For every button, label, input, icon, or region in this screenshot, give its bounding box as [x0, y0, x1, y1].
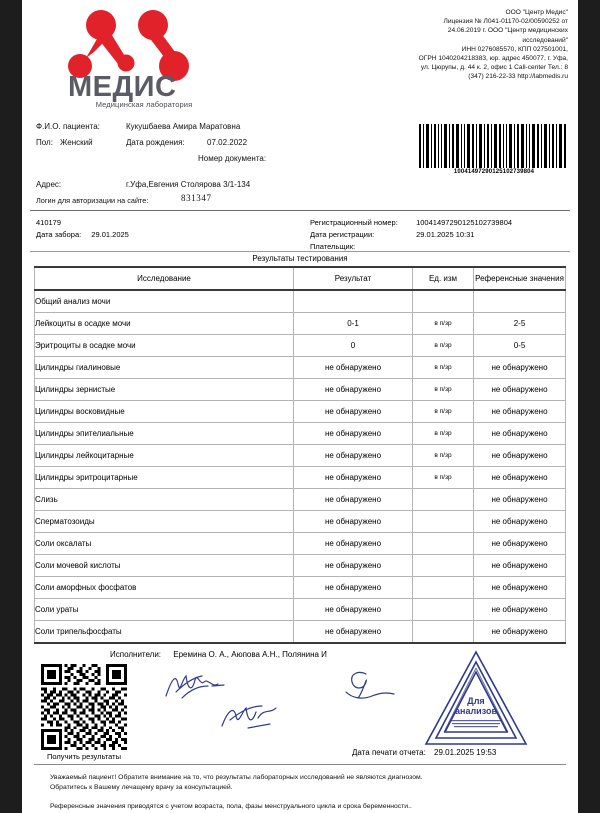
barcode [418, 124, 570, 175]
cell-result: не обнаружено [294, 489, 413, 511]
company-details [276, 8, 568, 82]
cell-reference: не обнаружено [474, 379, 566, 401]
cell-reference: не обнаружено [474, 577, 566, 599]
cell-unit [413, 621, 474, 644]
cell-unit: в п/зр [413, 467, 474, 489]
company-detail-line: (347) 216-22-33 http://labmedis.ru [468, 73, 568, 81]
signature-third [338, 668, 400, 706]
table-row [35, 489, 566, 511]
cell-reference: не обнаружено [474, 357, 566, 379]
table-row [35, 313, 566, 335]
notice-line-2: Обратитесь к Вашему лечащему врачу за консультацией. [50, 784, 233, 791]
cell-result: не обнаружено [294, 577, 413, 599]
reg-date-label: Дата регистрации: [310, 230, 375, 239]
results-title: Результаты тестирования [252, 254, 348, 263]
cell-test-name: Соли трипельфосфаты [35, 621, 294, 644]
patient-sex-value: Женский [60, 138, 93, 147]
cell-result: не обнаружено [294, 555, 413, 577]
company-detail-line: ОГРН 1040204218383, юр. адрес 450077, г. Уфа, [418, 55, 568, 63]
cell-reference: 2-5 [474, 313, 566, 335]
performers [110, 650, 327, 659]
reg-number-label: Регистрационный номер: [310, 218, 398, 227]
signature-first [162, 666, 234, 704]
patient-notice [34, 764, 566, 812]
stamp-line-1: Для [467, 696, 485, 706]
payer-row [310, 241, 512, 253]
table-row [35, 335, 566, 357]
cell-test-name: Эритроциты в осадке мочи [35, 335, 294, 357]
cell-reference: не обнаружено [474, 401, 566, 423]
svg-text:МЕДИС: МЕДИС [68, 71, 177, 103]
column-header-reference: Референсные значения [474, 267, 566, 290]
cell-reference: не обнаружено [474, 599, 566, 621]
registration-info [22, 211, 578, 251]
print-date-label: Дата печати отчета: [352, 748, 426, 757]
cell-reference: не обнаружено [474, 423, 566, 445]
reg-date-row [310, 229, 512, 241]
cell-test-name: Цилиндры зернистые [35, 379, 294, 401]
cell-result: не обнаружено [294, 401, 413, 423]
cell-result: не обнаружено [294, 423, 413, 445]
cell-test-name: Соли аморфных фосфатов [35, 577, 294, 599]
cell-result: не обнаружено [294, 379, 413, 401]
table-row [35, 379, 566, 401]
table-row [35, 511, 566, 533]
company-detail-line: ООО "Центр Медис" [505, 9, 568, 16]
barcode-number: 10041497290125102739804 [453, 169, 535, 175]
cell-reference: не обнаружено [474, 511, 566, 533]
cell-test-name: Соли мочевой кислоты [35, 555, 294, 577]
results-table-body [35, 290, 566, 643]
stamp-for-analysis [422, 648, 530, 752]
notice-line-1: Уважаемый пациент! Обратите внимание на то, что результаты лабораторных исследований не являются диагнозом. [50, 774, 423, 781]
cell-reference: 0-5 [474, 335, 566, 357]
cell-unit: в п/зр [413, 401, 474, 423]
company-detail-line: ИНН 0276085570, КПП 027501001, [461, 45, 568, 53]
qr-caption[interactable]: Получить результаты [46, 752, 122, 761]
cell-test-name: Соли оксалаты [35, 533, 294, 555]
table-row [35, 467, 566, 489]
cell-unit [413, 555, 474, 577]
registration-right [310, 217, 512, 253]
cell-unit: в п/зр [413, 335, 474, 357]
patient-birth-value: 07.02.2022 [207, 138, 248, 147]
cell-test-name: Слизь [35, 489, 294, 511]
barcode-icon [418, 124, 568, 168]
cell-test-name: Цилиндры эпителиальные [35, 423, 294, 445]
print-date [352, 748, 496, 757]
cell-test-name: Сперматозоиды [35, 511, 294, 533]
print-date-value: 29.01.2025 19:53 [434, 748, 497, 757]
table-row [35, 423, 566, 445]
stamp-line-2: анализов [455, 706, 497, 716]
payer-label: Плательщик: [310, 242, 356, 251]
cell-test-name: Цилиндры эритроцитарные [35, 467, 294, 489]
sampling-date-row [36, 229, 129, 241]
qr-code-block[interactable] [36, 664, 132, 761]
cell-result [294, 290, 413, 313]
logo-subtitle: Медицинская лаборатория [95, 100, 193, 109]
results-table-head [35, 267, 566, 290]
patient-address-label: Адрес: [36, 180, 62, 189]
table-header-row [35, 267, 566, 290]
table-row [35, 621, 566, 644]
reg-date-value: 29.01.2025 10:31 [416, 230, 475, 239]
cell-test-name: Цилиндры восковидные [35, 401, 294, 423]
column-header-name: Исследование [35, 267, 294, 290]
notice-line-3: Референсные значения приводятся с учетом возраста, пола, фазы менструального цикла и срока беременности.. [50, 803, 412, 810]
cell-reference: не обнаружено [474, 467, 566, 489]
reg-number-row [310, 217, 512, 229]
cell-unit [413, 577, 474, 599]
cell-unit [413, 489, 474, 511]
column-header-result: Результат [294, 267, 413, 290]
cell-reference [474, 290, 566, 313]
report-footer [22, 644, 578, 764]
cell-reference: не обнаружено [474, 445, 566, 467]
company-detail-line: Лицензия № Л041-01170-02/00590252 от [443, 18, 568, 26]
patient-address-value: г.Уфа,Евгения Столярова 3/1-134 [126, 180, 251, 189]
cell-result: 0 [294, 335, 413, 357]
table-row [35, 555, 566, 577]
cell-unit [413, 290, 474, 313]
cell-test-name: Лейкоциты в осадке мочи [35, 313, 294, 335]
cell-test-name: Общий анализ мочи [35, 290, 294, 313]
patient-birth-label: Дата рождения: [126, 138, 185, 147]
signature-second [218, 700, 288, 734]
performers-label: Исполнители: [110, 650, 162, 659]
cell-reference: не обнаружено [474, 489, 566, 511]
table-row [35, 401, 566, 423]
cell-result: не обнаружено [294, 533, 413, 555]
order-number: 410179 [36, 218, 62, 227]
cell-reference: не обнаружено [474, 533, 566, 555]
cell-test-name: Цилиндры лейкоцитарные [35, 445, 294, 467]
site-login-value: 831347 [181, 193, 212, 203]
cell-unit: в п/зр [413, 445, 474, 467]
patient-fio-label: Ф.И.О. пациента: [36, 122, 100, 131]
table-row [35, 577, 566, 599]
cell-result: 0-1 [294, 313, 413, 335]
column-header-unit: Ед. изм [413, 267, 474, 290]
cell-unit [413, 511, 474, 533]
qr-code-icon[interactable] [41, 664, 127, 750]
patient-fio-value: Кукушбаева Амира Маратовна [126, 122, 241, 131]
cell-test-name: Соли ураты [35, 599, 294, 621]
table-row [35, 533, 566, 555]
cell-unit: в п/зр [413, 423, 474, 445]
cell-unit: в п/зр [413, 379, 474, 401]
patient-info [22, 118, 578, 210]
cell-unit [413, 599, 474, 621]
sampling-date-value: 29.01.2025 [91, 230, 129, 239]
cell-unit: в п/зр [413, 357, 474, 379]
registration-left [36, 217, 129, 241]
cell-reference: не обнаружено [474, 555, 566, 577]
cell-unit [413, 533, 474, 555]
cell-result: не обнаружено [294, 621, 413, 644]
reg-number-value: 10041497290125102739804 [416, 218, 513, 227]
cell-reference: не обнаружено [474, 621, 566, 644]
company-detail-line: ул. Цюрупы, д. 44 к. 2, офис 1 Call-center Тел.: 8 [420, 64, 568, 72]
table-row [35, 445, 566, 467]
cell-result: не обнаружено [294, 599, 413, 621]
cell-result: не обнаружено [294, 445, 413, 467]
company-detail-line: 24.06.2019 г. ООО "Центр медицинских [447, 27, 568, 35]
lab-report-page [22, 0, 578, 813]
table-row [35, 290, 566, 313]
performers-value: Еремина О. А., Аюпова А.Н., Полянина И [173, 650, 327, 659]
cell-unit: в п/зр [413, 313, 474, 335]
document-number-label: Номер документа: [198, 154, 267, 163]
medis-logo-icon [60, 8, 200, 103]
report-header [22, 0, 578, 118]
table-row [35, 599, 566, 621]
patient-sex-label: Пол: [36, 138, 53, 147]
site-login-label: Логин для авторизации на сайте: [36, 196, 149, 205]
cell-test-name: Цилиндры гиалиновые [35, 357, 294, 379]
cell-result: не обнаружено [294, 511, 413, 533]
company-detail-line: исследований" [522, 36, 568, 44]
table-row [35, 357, 566, 379]
results-table [34, 266, 566, 644]
sampling-date-label: Дата забора: [36, 230, 82, 239]
cell-result: не обнаружено [294, 467, 413, 489]
cell-result: не обнаружено [294, 357, 413, 379]
medis-logo [60, 8, 200, 118]
